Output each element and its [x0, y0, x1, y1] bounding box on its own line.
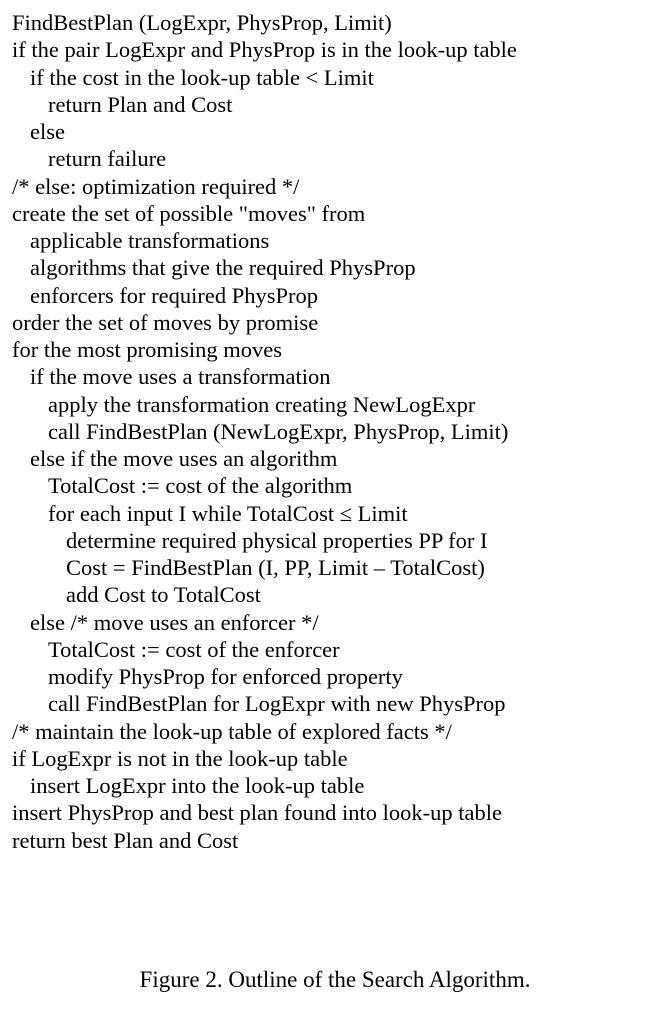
algorithm-line: determine required physical properties PP for I: [66, 527, 488, 553]
algorithm-line: if the cost in the look-up table < Limit: [30, 64, 374, 90]
algorithm-line: call FindBestPlan (NewLogExpr, PhysProp, Limit): [48, 418, 509, 444]
algorithm-line: create the set of possible "moves" from: [12, 200, 366, 226]
algorithm-line: return failure: [48, 146, 167, 172]
algorithm-line: return Plan and Cost: [48, 91, 233, 117]
algorithm-line: enforcers for required PhysProp: [30, 282, 319, 308]
algorithm-line: TotalCost := cost of the enforcer: [48, 636, 340, 662]
algorithm-line: if the pair LogExpr and PhysProp is in the look-up table: [12, 37, 517, 63]
algorithm-line: /* else: optimization required */: [12, 173, 300, 199]
algorithm-line: FindBestPlan (LogExpr, PhysProp, Limit): [12, 10, 392, 35]
algorithm-line: algorithms that give the required PhysProp: [30, 255, 416, 281]
algorithm-line: call FindBestPlan for LogExpr with new PhysProp: [48, 691, 506, 717]
algorithm-line: else /* move uses an enforcer */: [30, 609, 319, 635]
algorithm-listing: [12, 9, 667, 854]
algorithm-line: else: [30, 119, 65, 144]
algorithm-line: Cost = FindBestPlan (I, PP, Limit – TotalCost): [66, 555, 485, 580]
algorithm-line: order the set of moves by promise: [12, 309, 319, 335]
algorithm-line: for each input I while TotalCost ≤ Limit: [48, 500, 408, 526]
algorithm-line: if the move uses a transformation: [30, 364, 331, 390]
algorithm-line: apply the transformation creating NewLogExpr: [48, 391, 476, 417]
algorithm-line: if LogExpr is not in the look-up table: [12, 745, 348, 771]
algorithm-line: for the most promising moves: [12, 337, 282, 362]
algorithm-line: return best Plan and Cost: [12, 827, 239, 853]
algorithm-line: add Cost to TotalCost: [66, 582, 261, 608]
algorithm-line: modify PhysProp for enforced property: [48, 664, 403, 689]
algorithm-line: applicable transformations: [30, 228, 270, 253]
algorithm-line: else if the move uses an algorithm: [30, 446, 338, 471]
algorithm-line: TotalCost := cost of the algorithm: [48, 473, 353, 499]
algorithm-line: insert LogExpr into the look-up table: [30, 773, 365, 798]
algorithm-line: /* maintain the look-up table of explored facts */: [12, 718, 452, 744]
figure-caption: Figure 2. Outline of the Search Algorithm.: [139, 967, 531, 992]
algorithm-line: insert PhysProp and best plan found into look-up table: [12, 800, 502, 826]
